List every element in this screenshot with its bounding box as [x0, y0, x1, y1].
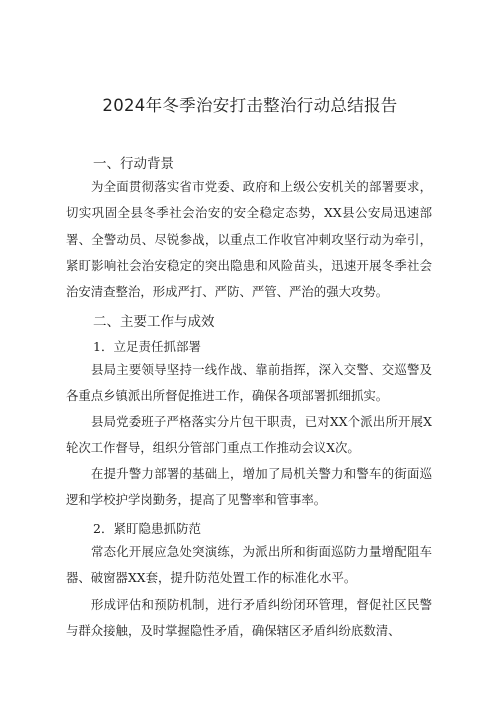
section-heading-background: 一、行动背景: [93, 156, 174, 172]
paragraph-deployment-2: 县局党委班子严格落实分片包干职责，已对XX个派出所开展X轮次工作督导，组织分管部门重点工作推动会议X次。: [66, 414, 432, 456]
document-title: 2024年冬季治安打击整治行动总结报告: [102, 96, 398, 115]
paragraph-background: 为全面贯彻落实省市党委、政府和上级公安机关的部署要求，切实巩固全县冬季社会治安的安全稳定态势，XX县公安局迅速部署、全警动员、尽锐参战，以重点工作收官冲刺攻坚行动为牵引，紧盯影响社会治安稳定的突出隐患和风险苗头，迅速开展冬季社会治安清查整治，形成严打、严防、严管、严治的强大攻势。: [66, 179, 432, 300]
paragraph-deployment-3: 在提升警力部署的基础上，增加了局机关警力和警车的街面巡逻和学校护学岗勤务，提高了见警率和管事率。: [66, 466, 432, 508]
paragraph-prevention-1: 常态化开展应急处突演练，为派出所和街面巡防力量增配阻车器、破窗器XX套，提升防范处置工作的标准化水平。: [66, 544, 432, 586]
subsection-heading-deployment: 1．立足责任抓部署: [93, 339, 201, 354]
section-heading-main-work: 二、主要工作与成效: [93, 314, 215, 330]
paragraph-prevention-2: 形成评估和预防机制，进行矛盾纠纷闭环管理，督促社区民警与群众接触，及时掌握隐性矛盾，确保辖区矛盾纠纷底数清、: [66, 597, 432, 639]
paragraph-deployment-1: 县局主要领导坚持一线作战、靠前指挥，深入交警、交巡警及各重点乡镇派出所督促推进工作，确保各项部署抓细抓实。: [66, 362, 432, 404]
subsection-heading-prevention: 2．紧盯隐患抓防范: [93, 521, 201, 536]
